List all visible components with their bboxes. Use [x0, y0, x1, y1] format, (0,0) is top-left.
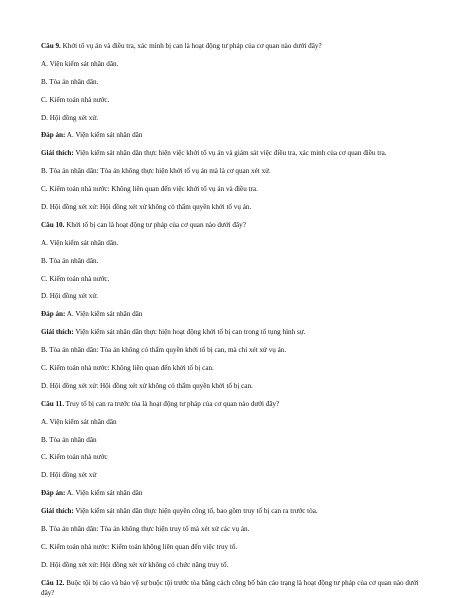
option-a: A. Viện kiểm sát nhân dân. [41, 59, 119, 68]
note-c: C. Kiểm toán nhà nước: Không liên quan đến khởi tố bị can. [41, 364, 214, 373]
note-c: C. Kiểm toán nhà nước: Không liên quan đến việc khởi tố vụ án và điều tra. [41, 185, 258, 194]
option-c: C. Kiểm toán nhà nước. [41, 274, 110, 283]
answer-text: A. Viện kiểm sát nhân dân [65, 489, 143, 498]
option-b: B. Tòa án nhân dân [41, 435, 97, 444]
question-9 [41, 41, 420, 51]
option-d: D. Hội đồng xét xử. [41, 113, 99, 122]
answer [41, 488, 420, 498]
answer-text: A. Viện kiểm sát nhân dân [65, 310, 143, 319]
question-text: Truy tố bị can ra trước tòa là hoạt động tư pháp của cơ quan nào dưới đây? [64, 399, 280, 408]
option-a: A. Viện kiểm sát nhân dân. [41, 238, 119, 247]
question-text: Khởi tố bị can là hoạt động tư pháp của cơ quan nào dưới đây? [64, 220, 246, 229]
option-b: B. Tòa án nhân dân. [41, 77, 99, 86]
question-text: Buộc tội bị cáo và bảo vệ sự buộc tội trước tòa bằng cách công bố bản cáo trạng là hoạt động tư pháp của cơ quan nào dưới đây? [41, 578, 419, 598]
option-c: C. Kiểm toán nhà nước. [41, 95, 110, 104]
note-d: D. Hội đồng xét xử: Hội đồng xét xử không có thẩm quyền khởi tố bị can. [41, 381, 253, 390]
note-c: C. Kiểm toán nhà nước: Kiểm toán không liên quan đến việc truy tố. [41, 542, 238, 551]
note-b: B. Tòa án nhân dân: Tòa án không thực hiện khởi tố vụ án mà là cơ quan xét xử. [41, 167, 271, 176]
note-d: D. Hội đồng xét xử: Hội đồng xét xử không có thẩm quyền khởi tố vụ án. [41, 203, 252, 212]
explanation-text: Viện kiểm sát nhân dân thực hiện quyền công tố, bao gồm truy tố bị can ra trước tòa. [73, 507, 318, 516]
answer-label: Đáp án: [41, 310, 66, 319]
answer-label: Đáp án: [41, 131, 66, 140]
explanation-label: Giải thích: [41, 149, 74, 158]
option-b: B. Tòa án nhân dân. [41, 256, 99, 265]
question-12 [41, 578, 420, 598]
note-b: B. Tòa án nhân dân: Tòa án không thực hiện truy tố mà xét xử các vụ án. [41, 525, 250, 534]
option-a: A. Viện kiểm sát nhân dân [41, 417, 117, 426]
answer-text: A. Viện kiểm sát nhân dân [65, 131, 143, 140]
note-b: B. Tòa án nhân dân: Tòa án không có thẩm quyền khởi tố bị can, mà chỉ xét xử vụ án. [41, 346, 287, 355]
question-label: Câu 10. [41, 220, 65, 229]
question-label: Câu 9. [41, 42, 61, 50]
explanation-text: Viện kiểm sát nhân dân thực hiện hoạt động khởi tố bị can trong tố tụng hình sự. [73, 328, 306, 337]
question-label: Câu 12. [41, 578, 65, 587]
option-d: D. Hội đồng xét xử. [41, 292, 99, 301]
question-10 [41, 220, 420, 230]
question-label: Câu 11. [41, 399, 65, 408]
explanation [41, 327, 420, 337]
explanation-text: Viện kiểm sát nhân dân thực hiện việc khởi tố vụ án và giám sát việc điều tra, xác minh của cơ quan điều tra. [73, 149, 387, 158]
explanation [41, 506, 420, 516]
option-c: C. Kiểm toán nhà nước [41, 453, 108, 462]
option-d: D. Hội đồng xét xử [41, 471, 97, 480]
explanation-label: Giải thích: [41, 328, 74, 337]
answer [41, 309, 420, 319]
note-d: D. Hội đồng xét xử: Hội đồng xét xử không có chức năng truy tố. [41, 560, 229, 569]
question-11 [41, 399, 420, 409]
explanation [41, 148, 420, 158]
answer [41, 130, 420, 140]
explanation-label: Giải thích: [41, 507, 74, 516]
question-text: Khởi tố vụ án và điều tra, xác minh bị can là hoạt động tư pháp của cơ quan nào dưới đây? [60, 42, 322, 50]
answer-label: Đáp án: [41, 489, 66, 498]
